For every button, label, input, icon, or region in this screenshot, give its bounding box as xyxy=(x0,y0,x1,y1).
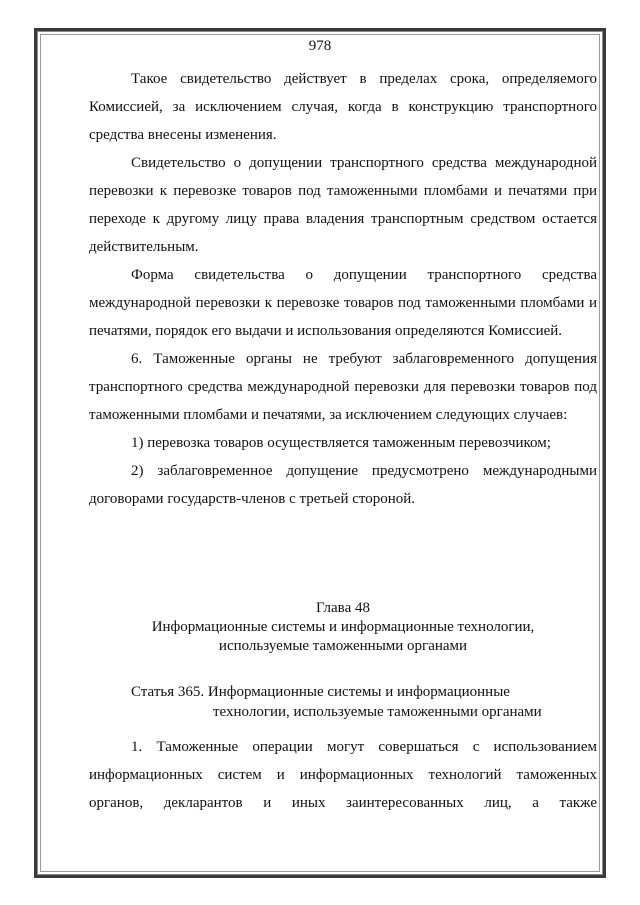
chapter-title-line2: используемые таможенными органами xyxy=(218,638,468,654)
paragraph-article-365-item-1: 1. Таможенные операции могут совершаться с использованием информационных систем и информационных технологий таможенных органов, декларантов и иных заинтересованных лиц, а также xyxy=(89,739,597,811)
article-title-line2: технологии, используемые таможенными органами xyxy=(213,704,542,720)
document-body-bottom xyxy=(89,733,597,817)
article-title-line1: Статья 365. Информационные системы и информационные xyxy=(131,684,510,700)
paragraph-item-6: 6. Таможенные органы не требуют заблаговременного допущения транспортного средства международной перевозки для перевозки товаров под таможенными пломбами и печатями, за исключением следующих случаев: xyxy=(89,351,597,423)
list-item-1: 1) перевозка товаров осуществляется таможенным перевозчиком; xyxy=(131,435,551,451)
list-item-2: 2) заблаговременное допущение предусмотрено международными договорами государств-членов с третьей стороной. xyxy=(89,463,597,507)
document-body-top xyxy=(89,65,597,513)
paragraph-certificate-form: Форма свидетельства о допущении транспортного средства международной перевозки к перевозке товаров под таможенными пломбами и печатями, порядок его выдачи и использования определяются Комиссией. xyxy=(89,267,597,339)
article-heading xyxy=(131,682,597,722)
paragraph-certificate-transfer: Свидетельство о допущении транспортного средства международной перевозки к перевозке товаров под таможенными пломбами и печатями при переходе к другому лицу права владения транспортным средством остается действительным. xyxy=(89,155,597,255)
paragraph-certificate-validity: Такое свидетельство действует в пределах срока, определяемого Комиссией, за исключением случая, когда в конструкцию транспортного средства внесены изменения. xyxy=(89,71,597,143)
page-number: 978 xyxy=(308,38,332,54)
chapter-title-line1: Информационные системы и информационные технологии, xyxy=(151,619,535,635)
chapter-label: Глава 48 xyxy=(316,600,370,616)
chapter-heading xyxy=(89,599,597,656)
